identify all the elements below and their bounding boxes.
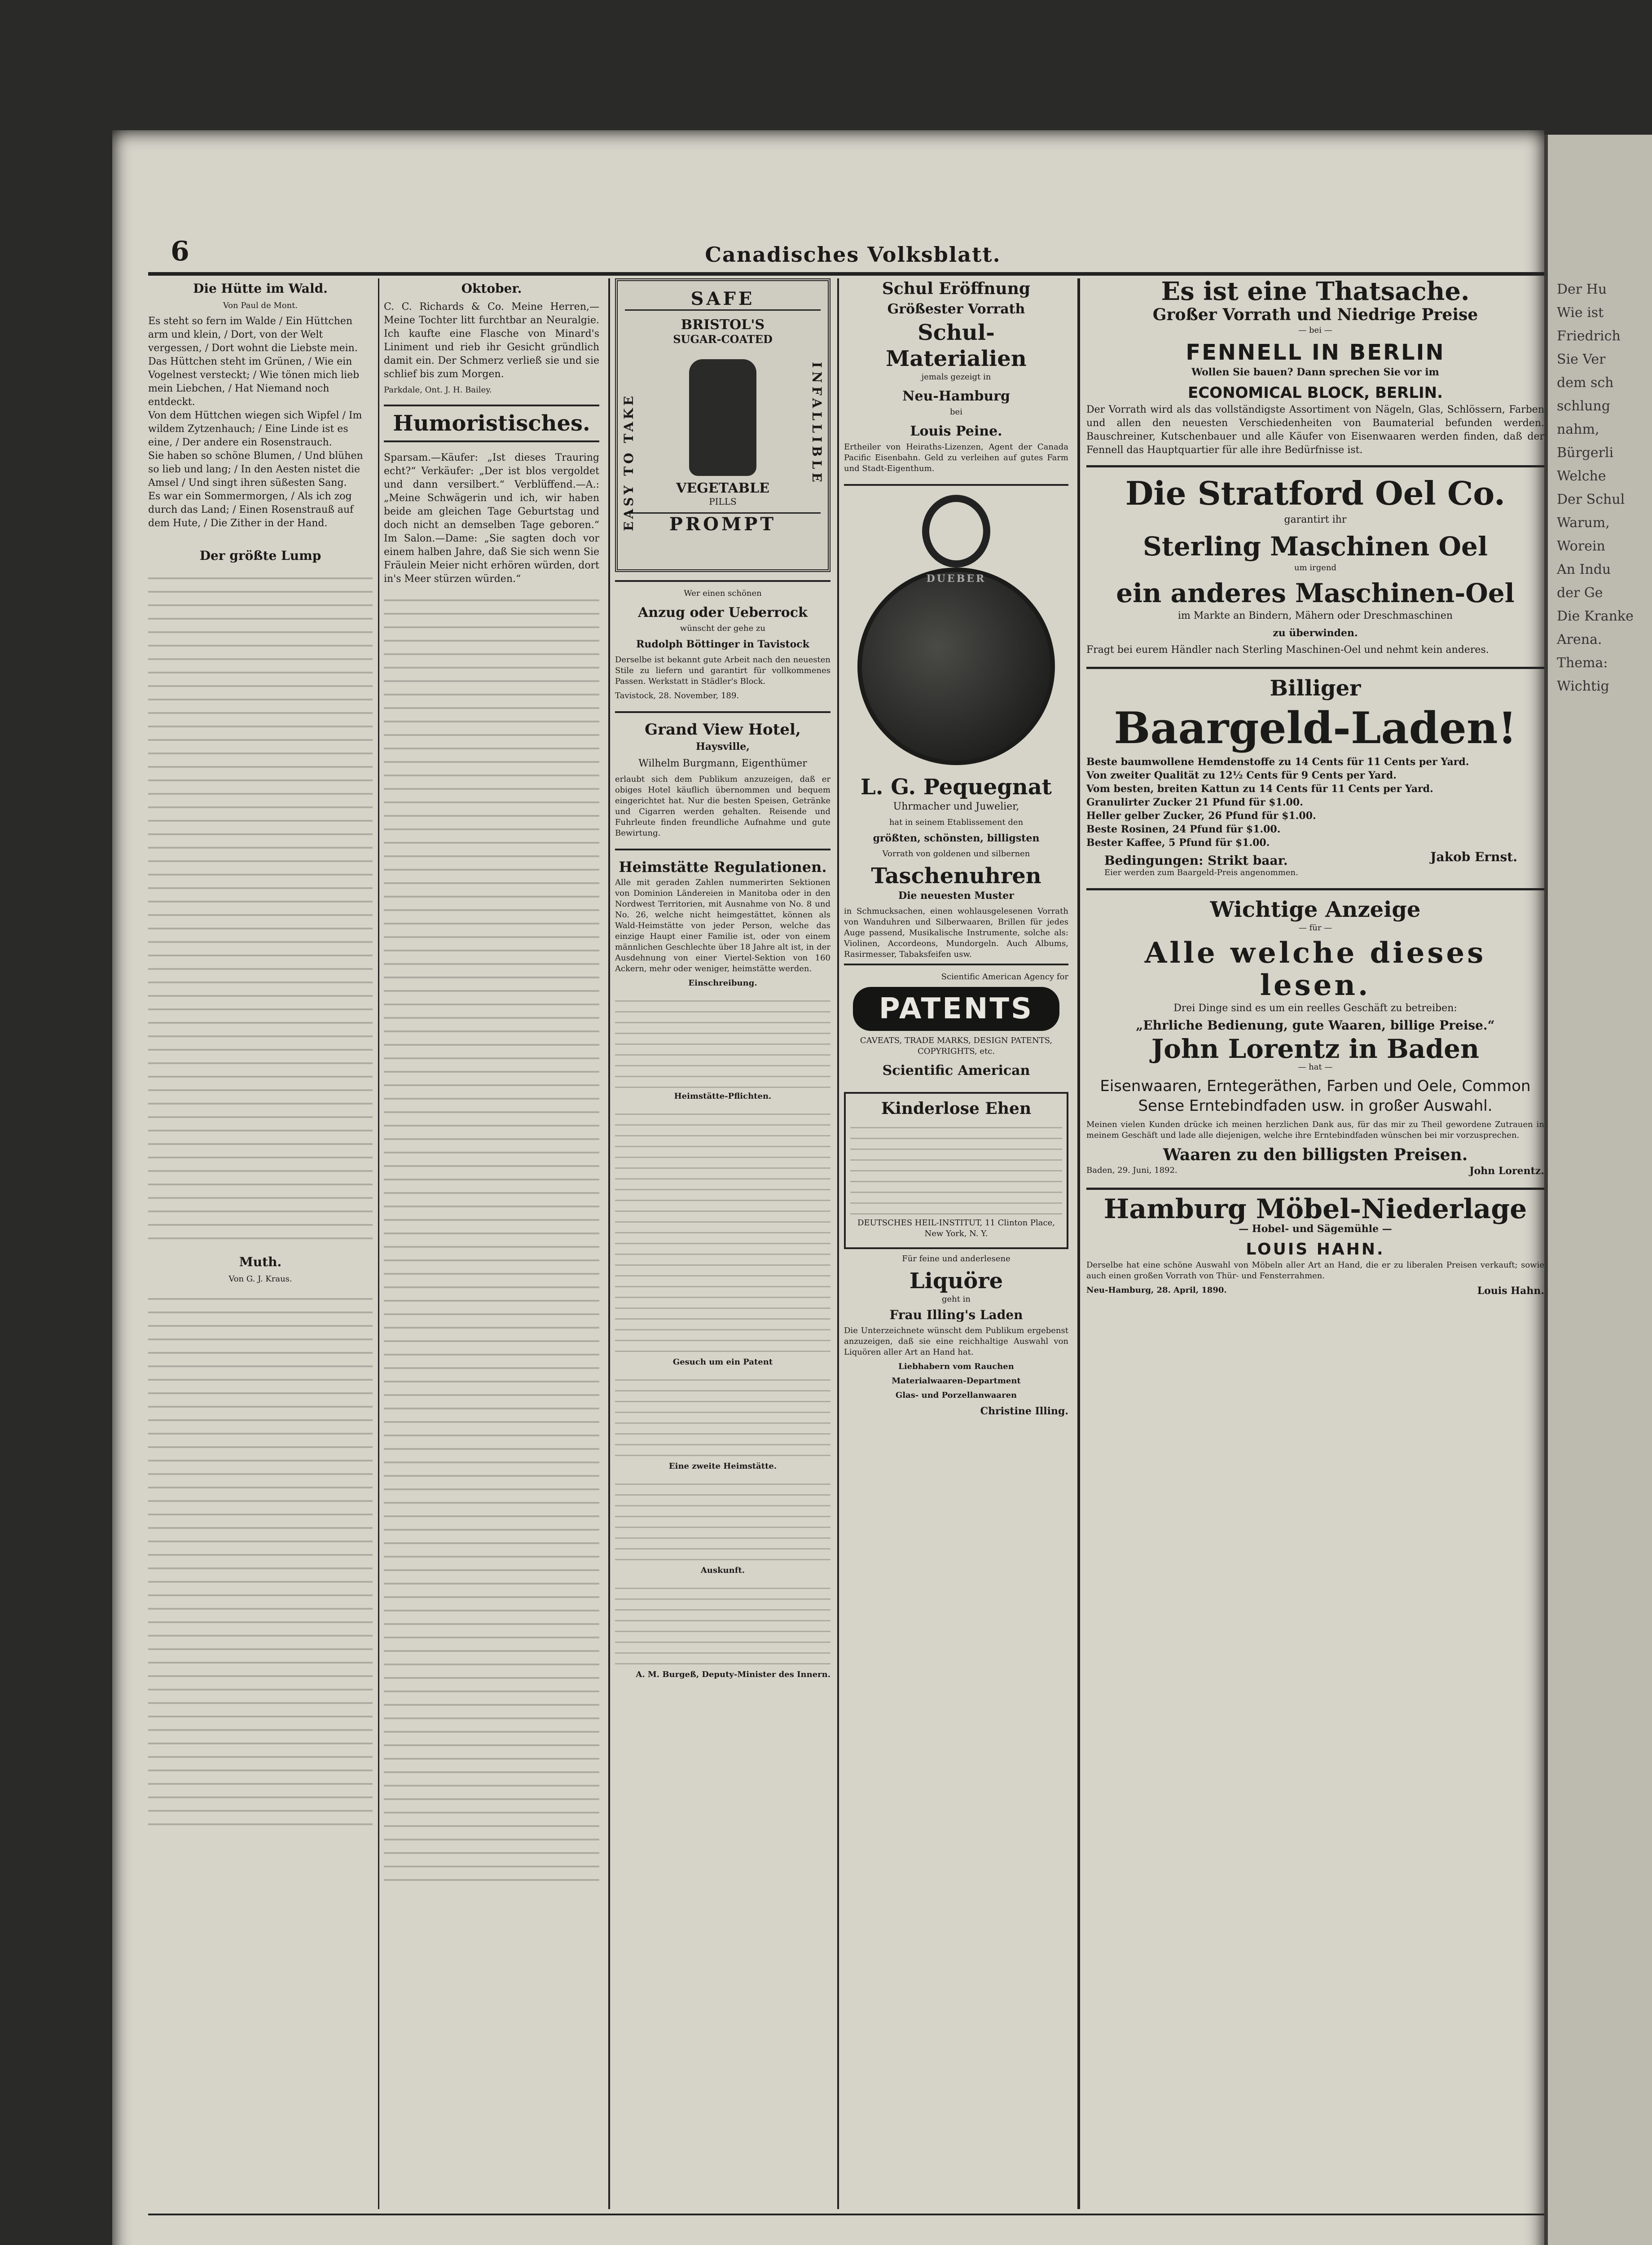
page-number: 6 bbox=[171, 236, 189, 267]
ad-headline: Schul Eröffnung bbox=[882, 279, 1031, 298]
section-title: Oktober. bbox=[461, 281, 522, 296]
ad-name: Frau Illing's Laden bbox=[889, 1307, 1023, 1322]
pill-bottle-image bbox=[689, 359, 756, 476]
poem-author: Von Paul de Mont. bbox=[223, 301, 298, 310]
ad-signature: A. M. Burgeß, Deputy-Minister des Innern. bbox=[636, 1670, 830, 1679]
watch-bow bbox=[922, 495, 990, 568]
column-ads-2 bbox=[844, 278, 1068, 2209]
edge-text: schlung bbox=[1557, 398, 1610, 414]
poem-author: Von G. J. Kraus. bbox=[228, 1274, 292, 1284]
pills-brand: BRISTOL'S bbox=[681, 317, 765, 333]
footer-rule bbox=[148, 2214, 1544, 2215]
ad-line: Vorrath von goldenen und silbernen bbox=[882, 849, 1030, 858]
ad-title: Anzug oder Ueberrock bbox=[638, 605, 808, 621]
ad-subhead: Liebhabern vom Rauchen bbox=[898, 1362, 1014, 1371]
ad-signature: John Lorentz. bbox=[1469, 1165, 1544, 1177]
poem-stanza: Von dem Hüttchen wiegen sich Wipfel / Im wildem Zytzenhauch; / Eine Linde ist es eine, / Der andere ein Rosenstrauch. bbox=[148, 410, 362, 448]
liquor-ad bbox=[844, 1254, 1068, 1418]
ad-subhead: Gesuch um ein Patent bbox=[672, 1357, 773, 1367]
text-block-placeholder bbox=[615, 1475, 830, 1565]
fennell-ad bbox=[1086, 278, 1544, 467]
ad-text: Alle mit geraden Zahlen nummerirten Sektionen von Dominion Ländereien in Manitoba oder in den Nordwest Territorien, mit Ausnahme von No. 8 und No. 26, welche nicht heimgestättet, können als Wald-Heimstätte von jeder Person, welche das einzige Haupt einer Familie ist, oder von einem männlichen Geschlechte über 18 Jahre alt ist, in der Ausdehnung von einer Viertel-Sektion von 160 Ackern, mehr oder weniger, heimstätte werden. bbox=[615, 878, 830, 973]
ad-note: Eier werden zum Baargeld-Preis angenommen. bbox=[1104, 868, 1298, 877]
column-divider bbox=[837, 278, 839, 2209]
pills-label-right: INFALLIBLE bbox=[809, 362, 824, 486]
edge-text: Friedrich bbox=[1557, 328, 1621, 344]
price-item: Bester Kaffee, 5 Pfund für $1.00. bbox=[1086, 837, 1270, 849]
ad-line: Die neuesten Muster bbox=[898, 890, 1014, 902]
edge-text: Der Hu bbox=[1557, 282, 1607, 297]
price-item: Beste baumwollene Hemdenstoffe zu 14 Cents für 11 Cents per Yard. bbox=[1086, 756, 1469, 768]
hotel-ad bbox=[615, 711, 830, 849]
ad-headline: ein anderes Maschinen-Oel bbox=[1116, 578, 1515, 608]
edge-text: Worein bbox=[1557, 538, 1605, 554]
ad-title: Es ist eine Thatsache. bbox=[1161, 278, 1470, 306]
ad-text: Meinen vielen Kunden drücke ich meinen herzlichen Dank aus, für das mir zu Theil gewordene Zutrauen in meinem Geschäft und lade alle diejenigen, welche ihre Erntebindfaden wünschen bei mir vorzusprechen. bbox=[1086, 1120, 1544, 1140]
patents-intro: Scientific American Agency for bbox=[941, 972, 1068, 982]
ad-title: Grand View Hotel, bbox=[645, 721, 801, 739]
price-item: Von zweiter Qualität zu 12½ Cents für 9 Cents per Yard. bbox=[1086, 770, 1397, 781]
patents-ad bbox=[844, 964, 1068, 1087]
ad-text: in Schmucksachen, einen wohlausgelesenen Vorrath von Wanduhren und Silberwaaren, Brillen für jedes Auge passend, Musikalische Instrumente, solche als: Violinen, Accordeons, Mundorgeln. Auch Albums, Rasirmesser, Tabaksfeifen usw. bbox=[844, 907, 1068, 959]
section-title: Humoristisches. bbox=[384, 405, 599, 442]
ad-sub: wünscht der gehe zu bbox=[680, 624, 766, 633]
ad-headline: Sterling Maschinen Oel bbox=[1143, 531, 1488, 562]
column-divider bbox=[608, 278, 610, 2209]
tailor-ad bbox=[615, 580, 830, 711]
ad-headline: Großer Vorrath und Niedrige Preise bbox=[1152, 305, 1478, 324]
ad-headline: Schul- bbox=[918, 320, 995, 345]
ad-title: Kinderlose Ehen bbox=[881, 1099, 1032, 1118]
ad-name: L. G. Pequegnat bbox=[861, 775, 1052, 800]
ad-title: Wichtige Anzeige bbox=[1210, 897, 1421, 922]
ad-name: Louis Peine. bbox=[910, 423, 1002, 439]
ad-headline: Taschenuhren bbox=[871, 863, 1041, 889]
pills-label-left: EASY TO TAKE bbox=[621, 393, 636, 531]
ad-line: im Markte an Bindern, Mähern oder Dreschmaschinen bbox=[1177, 610, 1453, 621]
ad-title: Liquöre bbox=[909, 1268, 1003, 1294]
ad-text: DEUTSCHES HEIL-INSTITUT, 11 Clinton Place, New York, N. Y. bbox=[857, 1218, 1055, 1238]
ad-date: Tavistock, 28. November, 189. bbox=[615, 691, 739, 700]
pills-word: PILLS bbox=[709, 496, 737, 507]
ad-place: Haysville, bbox=[696, 741, 750, 753]
ad-line: hat in seinem Etablissement den bbox=[889, 818, 1024, 827]
ad-headline: Größester Vorrath bbox=[887, 301, 1025, 317]
pills-ad bbox=[615, 278, 830, 572]
ad-text: Derselbe hat eine schöne Auswahl von Möbeln aller Art an Hand, die er zu liberalen Preisen verkauft; sowie auch einen großen Vorrath von Thür- und Fensterrahmen. bbox=[1086, 1260, 1544, 1281]
watchmaker-ad bbox=[844, 495, 1068, 960]
price-item: Heller gelber Zucker, 26 Pfund für $1.00. bbox=[1086, 810, 1316, 822]
ad-line: zu überwinden. bbox=[1273, 627, 1358, 639]
clinic-ad bbox=[844, 1092, 1068, 1249]
ad-line: Eisenwaaren, Erntegeräthen, Farben und Oele, Common Sense Erntebindfaden usw. in großer Auswahl. bbox=[1100, 1077, 1531, 1115]
masthead: Canadisches Volksblatt. bbox=[705, 242, 1001, 267]
edge-text: Der Schul bbox=[1557, 492, 1625, 507]
poem-stanza: Es war ein Sommermorgen, / Als ich zog durch das Land; / Einen Rosenstrauß auf dem Hute, / Die Zither in der Hand. bbox=[148, 491, 354, 529]
patents-logo: PATENTS bbox=[853, 987, 1059, 1031]
lorentz-ad bbox=[1086, 890, 1544, 1190]
text-block-placeholder bbox=[148, 568, 373, 1241]
ad-line: größten, schönsten, billigsten bbox=[873, 832, 1040, 844]
ad-headline: Billiger bbox=[1270, 676, 1361, 701]
ad-place: Neu-Hamburg bbox=[902, 388, 1010, 404]
edge-text: Sie Ver bbox=[1557, 352, 1606, 367]
text-block-placeholder bbox=[615, 1580, 830, 1669]
ad-intro: Für feine und anderlesene bbox=[902, 1254, 1011, 1263]
price-item: Granulirter Zucker 21 Pfund für $1.00. bbox=[1086, 797, 1303, 808]
column-poems bbox=[148, 278, 373, 2209]
letter-text: C. C. Richards & Co. Meine Herren,—Meine Tochter litt furchtbar an Neuralgie. Ich kaufte eine Flasche von Minard's Liniment und rieb ihr Gesicht gründlich damit ein. Der Schmerz verließ sie und sie schlief bis zum Morgen. bbox=[384, 301, 599, 380]
ad-text: Die Unterzeichnete wünscht dem Publikum ergebenst anzuzeigen, daß sie eine reichhaltige Auswahl von Liquören aller Art an Hand hat. bbox=[844, 1326, 1068, 1357]
ad-signature: Christine Illing. bbox=[980, 1405, 1068, 1417]
ad-sub: geht in bbox=[941, 1294, 971, 1304]
ad-text: Der Vorrath wird als das vollständigste Assortiment von Nägeln, Glas, Schlössern, Farben und allen den neuesten Verschiedenheiten von Baumaterial befunden werden. Bauschreiner, Kutschenbauer und alle Käufer von Eisenwaaren werden finden, daß der Fennell das Hauptquartier für alle ihre Bedürfnisse ist. bbox=[1086, 404, 1544, 456]
ad-line: — Hobel- und Sägemühle — bbox=[1239, 1223, 1392, 1235]
ad-name: LOUIS HAHN. bbox=[1246, 1240, 1385, 1259]
ad-slogan: „Ehrliche Bedienung, gute Waaren, billige Preise.“ bbox=[1136, 1018, 1495, 1033]
ad-headline: Waaren zu den billigsten Preisen. bbox=[1163, 1145, 1468, 1164]
column-ads-3 bbox=[1086, 278, 1544, 2209]
ad-headline: FENNELL IN BERLIN bbox=[1186, 340, 1445, 365]
poem-title: Die Hütte im Wald. bbox=[193, 281, 328, 296]
ad-line: jemals gezeigt in bbox=[921, 372, 991, 382]
edge-text: Welche bbox=[1557, 468, 1606, 484]
ad-line: — hat — bbox=[1298, 1062, 1333, 1072]
patents-journal: Scientific American bbox=[882, 1063, 1030, 1078]
column-humor bbox=[384, 278, 599, 2209]
edge-text: Wie ist bbox=[1557, 305, 1604, 321]
stratford-oil-ad bbox=[1086, 467, 1544, 669]
ad-terms: Bedingungen: Strikt baar. bbox=[1104, 853, 1288, 868]
watch-label: DUEBER bbox=[926, 573, 986, 585]
ad-line: — bei — bbox=[1298, 326, 1332, 335]
ad-owner: Wilhelm Burgmann, Eigenthümer bbox=[638, 758, 807, 769]
ad-line: Wollen Sie bauen? Dann sprechen Sie vor im bbox=[1191, 366, 1439, 378]
edge-text: nahm, bbox=[1557, 422, 1599, 437]
ad-text: Ertheiler von Heiraths-Lizenzen, Agent der Canada Pacific Eisenbahn. Geld zu verleihen auf gutes Farm und Stadt-Eigenthum. bbox=[844, 442, 1068, 473]
poem-title: Der größte Lump bbox=[199, 548, 321, 563]
school-supplies-ad bbox=[844, 278, 1068, 486]
ad-line: garantirt ihr bbox=[1284, 514, 1347, 525]
ad-title: Baargeld-Laden! bbox=[1114, 703, 1517, 753]
adjacent-page-edge bbox=[1544, 135, 1652, 2245]
ad-signature: Louis Hahn. bbox=[1477, 1285, 1544, 1297]
price-item: Beste Rosinen, 24 Pfund für $1.00. bbox=[1086, 823, 1281, 835]
text-block-placeholder bbox=[615, 992, 830, 1091]
ad-headline: Alle welche dieses lesen. bbox=[1144, 936, 1486, 1002]
edge-text: An Indu bbox=[1557, 562, 1611, 577]
ad-text: erlaubt sich dem Publikum anzuzeigen, daß er obiges Hotel käuflich übernommen und bequem eingerichtet hat. Nur die besten Speisen, Getränke und Cigarren werden gehalten. Reisende und Fuhrleute finden freundliche Aufnahme und gute Bewirtung. bbox=[615, 775, 830, 838]
edge-text: Arena. bbox=[1557, 632, 1602, 647]
ad-name: John Lorentz in Baden bbox=[1151, 1034, 1480, 1064]
homestead-ad bbox=[615, 849, 830, 1690]
ad-text: Fragt bei eurem Händler nach Sterling Maschinen-Oel und nehmt kein anderes. bbox=[1086, 644, 1489, 656]
pocket-watch-image bbox=[857, 568, 1055, 765]
hahn-ad bbox=[1086, 1190, 1544, 1307]
edge-text: Thema: bbox=[1557, 655, 1608, 671]
edge-text: Die Kranke bbox=[1557, 608, 1634, 624]
pills-label-bottom: PROMPT bbox=[625, 512, 821, 535]
ad-subhead: Heimstätte-Pflichten. bbox=[674, 1092, 772, 1101]
ad-line: bei bbox=[950, 407, 962, 417]
poem-stanza: Sie haben so schöne Blumen, / Und blühen so lieb und lang; / In den Aesten nistet die Amsel / Und singt ihren süßesten Sang. bbox=[148, 450, 363, 489]
humor-text: Sparsam.—Käufer: „Ist dieses Trauring echt?“ Verkäufer: „Der ist blos vergoldet und dann versilbert.“ Verblüffend.—A.: „Meine Schwägerin und ich, wir haben beide am gleichen Tage Geburtstag und doch nicht an demselben Tage geboren.“ Im Salon.—Dame: „Sie sagten doch vor einem halben Jahre, daß Sie sich wenn Sie Fräulein Meier nicht erhören würden, dort in's Meer stürzen würden.“ bbox=[384, 452, 599, 585]
ad-trade: Uhrmacher und Juwelier, bbox=[893, 801, 1019, 812]
ad-headline: Materialien bbox=[886, 346, 1027, 371]
text-block-placeholder bbox=[148, 1288, 373, 1827]
ad-title: Die Stratford Oel Co. bbox=[1125, 474, 1506, 512]
ad-intro: Wer einen schönen bbox=[684, 589, 762, 598]
ad-date: Baden, 29. Juni, 1892. bbox=[1086, 1166, 1177, 1175]
ad-subhead: Einschreibung. bbox=[688, 978, 757, 988]
pills-label-top: SAFE bbox=[625, 288, 821, 311]
edge-text: Bürgerli bbox=[1557, 445, 1614, 461]
cash-store-ad bbox=[1086, 669, 1544, 890]
text-block-placeholder bbox=[615, 1371, 830, 1461]
header-rule bbox=[148, 272, 1544, 276]
edge-text: der Ge bbox=[1557, 585, 1603, 601]
patents-tags: CAVEATS, TRADE MARKS, DESIGN PATENTS, COPYRIGHTS, etc. bbox=[860, 1036, 1053, 1056]
letter-signature: Parkdale, Ont. J. H. Bailey. bbox=[384, 385, 492, 395]
edge-text: dem sch bbox=[1557, 375, 1614, 391]
poem-stanza: Es steht so fern im Walde / Ein Hüttchen arm und klein, / Dort, von der Welt vergessen, / Dort wohnt die Liebste mein. bbox=[148, 316, 358, 354]
ad-title: Heimstätte Regulationen. bbox=[619, 858, 827, 876]
ad-text: Derselbe ist bekannt gute Arbeit nach den neuesten Stile zu liefern und garantirt für vollkommenes Passen. Werkstatt in Städler's Block. bbox=[615, 655, 830, 686]
ad-subhead: Auskunft. bbox=[700, 1566, 745, 1575]
ad-line: — für — bbox=[1298, 923, 1332, 933]
ad-subhead: Eine zweite Heimstätte. bbox=[668, 1461, 777, 1471]
ad-subhead: Materialwaaren-Department bbox=[892, 1376, 1021, 1386]
ad-name: Rudolph Böttinger in Tavistock bbox=[636, 638, 809, 650]
pills-sub: SUGAR-COATED bbox=[673, 333, 773, 346]
ad-address: ECONOMICAL BLOCK, BERLIN. bbox=[1187, 384, 1443, 402]
poem-stanza: Das Hüttchen steht im Grünen, / Wie ein Vogelnest versteckt; / Wie tönen mich lieb mein Liebchen, / Hat Niemand noch entdeckt. bbox=[148, 356, 360, 408]
pills-veg: VEGETABLE bbox=[676, 480, 769, 496]
text-block-placeholder bbox=[615, 1105, 830, 1357]
column-divider bbox=[1077, 278, 1080, 2209]
text-block-placeholder bbox=[850, 1119, 1062, 1218]
edge-text: Wichtig bbox=[1557, 678, 1609, 694]
ad-line: um irgend bbox=[1294, 563, 1337, 572]
ad-line: Drei Dinge sind es um ein reelles Geschäft zu betreiben: bbox=[1173, 1003, 1457, 1014]
column-ads-1 bbox=[615, 278, 830, 2209]
ad-signature: Jakob Ernst. bbox=[1430, 850, 1517, 864]
column-divider bbox=[378, 278, 379, 2209]
poem-title: Muth. bbox=[239, 1255, 282, 1269]
ad-subhead: Glas- und Porzellanwaaren bbox=[895, 1391, 1017, 1400]
edge-text: Warum, bbox=[1557, 515, 1610, 531]
ad-date: Neu-Hamburg, 28. April, 1890. bbox=[1086, 1285, 1227, 1295]
price-item: Vom besten, breiten Kattun zu 14 Cents für 11 Cents per Yard. bbox=[1086, 783, 1433, 795]
ad-title: Hamburg Möbel-Niederlage bbox=[1103, 1193, 1527, 1225]
text-block-placeholder bbox=[384, 590, 599, 1892]
